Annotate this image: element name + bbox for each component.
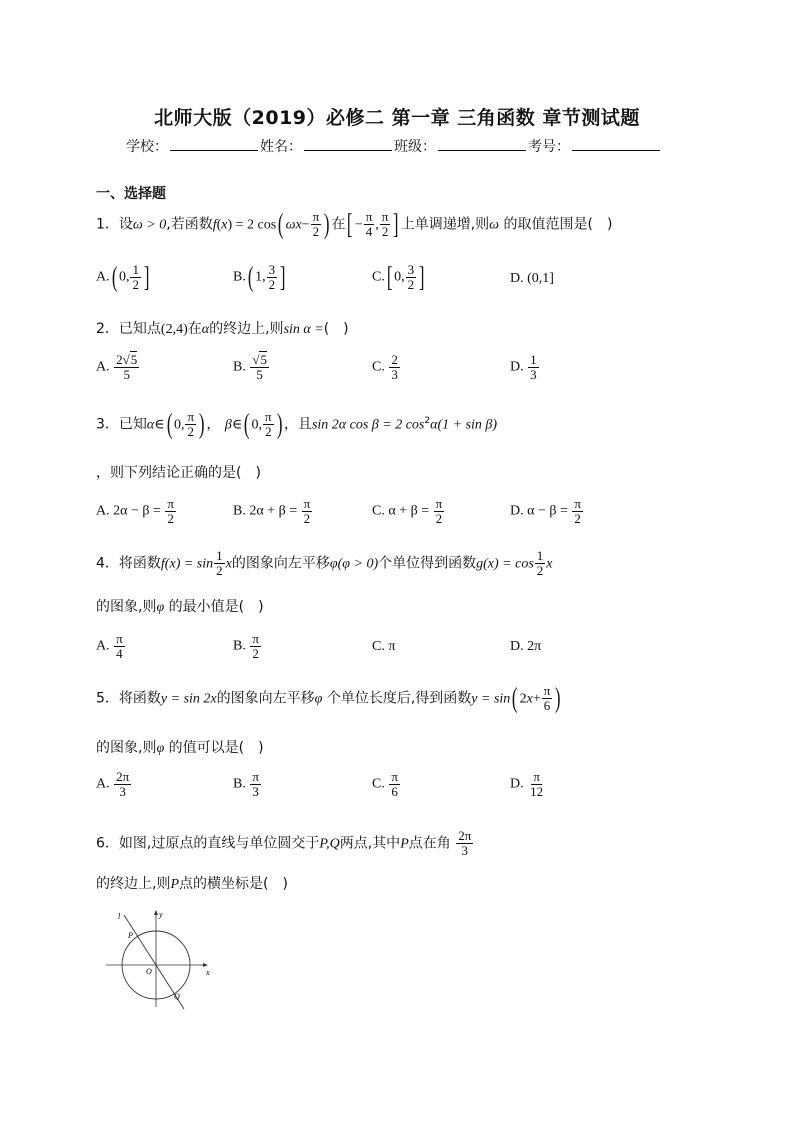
point-p-label: P (128, 931, 133, 940)
question-1 (96, 210, 612, 239)
q2-point: (2,4) (160, 322, 188, 337)
q3-option-d-label: D. α − β = (510, 503, 568, 519)
section-title: 一、选择题 (96, 186, 166, 202)
q1-text: 设 (118, 216, 133, 233)
q3-alpha: α (146, 417, 155, 433)
q5-y: y = sin 2x (160, 691, 217, 707)
q5-line2 (96, 737, 264, 757)
x-axis-label: x (206, 968, 210, 977)
q1-function: f (212, 217, 217, 233)
class-field[interactable] (438, 138, 526, 151)
q2-sin: sin α = (283, 322, 324, 337)
q3-paren: ( (244, 408, 250, 440)
q2-text: ( ) (323, 321, 349, 337)
point-q-label: Q (174, 992, 180, 1001)
q3-text: 已知 (118, 416, 147, 433)
q4-frac: $\frac{1}{2}$ (216, 548, 223, 578)
q4-text: 的图象向左平移 (231, 555, 330, 572)
q2-option-b[interactable]: B. $\frac{√5}{5}$ (233, 352, 267, 382)
q1-frac: $\frac{\pi}{2}$ (381, 209, 389, 239)
q3-text: ，且 (283, 416, 312, 433)
exam-no-label: 考号： (528, 139, 570, 155)
q5-y2: y = sin (471, 691, 511, 707)
q2-option-d-label: D. (510, 359, 524, 375)
q1-omega: ω (489, 217, 500, 233)
y-axis-arrow (154, 910, 158, 915)
q3-option-b-label: B. 2α + β = (233, 503, 298, 519)
q1-function: ωx (285, 217, 302, 233)
q5-option-c-label: C. (372, 776, 385, 792)
q5-option-b-label: B. (233, 776, 246, 792)
q5-number: 5． (96, 690, 119, 707)
q6-p: P (170, 877, 180, 892)
line-l-label: l (118, 912, 121, 921)
q2-number: 2． (96, 321, 119, 337)
q5-option-c[interactable]: C. $\frac{\pi}{6}$ (372, 769, 398, 799)
school-label: 学校： (126, 139, 168, 155)
q3-number: 3． (96, 416, 119, 433)
q4-text: 的最小值是( ) (168, 599, 264, 615)
q5-text: 个单位长度后,得到函数 (326, 690, 472, 707)
q5-arg: + (532, 691, 541, 707)
q4-phi: φ(φ > 0) (329, 556, 379, 572)
q4-frac: $\frac{1}{2}$ (536, 548, 544, 578)
q3-option-b[interactable]: B. 2α + β = $\frac{\pi}{2}$ (233, 496, 311, 526)
q3-exponent: 2 (424, 415, 431, 426)
question-3 (96, 410, 497, 439)
q5-option-b[interactable]: B. $\frac{\pi}{3}$ (233, 769, 259, 799)
q1-function: − (301, 217, 310, 233)
q1-option-d[interactable]: D. (0,1] (510, 271, 554, 286)
q2-option-a-label: A. (96, 359, 110, 375)
q2-option-c[interactable]: C. $\frac{2}{3}$ (372, 352, 398, 382)
name-label: 姓名： (260, 139, 302, 155)
q1-bracket: [ (347, 208, 353, 240)
q1-paren: ) (324, 208, 330, 240)
q3-option-a[interactable]: A. 2α − β = $\frac{\pi}{2}$ (96, 496, 174, 526)
question-6 (96, 829, 474, 858)
q1-option-b-label: B. (233, 269, 246, 285)
q4-x: x (225, 556, 232, 572)
q2-option-d[interactable]: D. $\frac{1}{3}$ (510, 352, 537, 382)
q4-x: x (546, 556, 553, 572)
q3-option-c[interactable]: C. α + β = $\frac{\pi}{2}$ (372, 496, 443, 526)
q6-text: 两点,其中 (339, 835, 401, 852)
q1-text: 的取值范围是( ) (503, 216, 613, 233)
q1-math-omega: ω > 0 (132, 217, 167, 233)
q5-option-d[interactable]: D. $\frac{\pi}{12}$ (510, 769, 544, 799)
q5-text: 将函数 (118, 690, 161, 707)
q2-text: 的终边上,则 (209, 321, 284, 337)
q3-in: ∈ (154, 417, 165, 433)
q1-option-a[interactable]: A.( 0, $\frac{1}{2}$ ] (96, 261, 150, 293)
page-title: 北师大版（2019）必修二 第一章 三角函数 章节测试题 (154, 107, 640, 129)
q4-option-d[interactable]: D. 2π (510, 639, 542, 654)
q3-option-a-label: A. 2α − β = (96, 503, 161, 519)
q1-paren: ( (278, 208, 284, 240)
q4-phi: φ (156, 600, 165, 615)
q1-number: 1． (96, 216, 119, 233)
q1-text: ,若函数 (166, 216, 213, 233)
q2-option-b-label: B. (233, 359, 246, 375)
q6-text: 如图,过原点的直线与单位圆交于 (118, 835, 320, 852)
student-info-line (126, 136, 662, 156)
q3-equation: α(1 + sin β) (430, 417, 498, 433)
q2-option-a[interactable]: A. $\frac{2√5}{5}$ (96, 352, 138, 382)
school-field[interactable] (170, 138, 258, 151)
class-label: 班级： (394, 139, 436, 155)
q4-f: f(x) = sin (160, 556, 214, 572)
q4-line2 (96, 596, 264, 616)
q1-frac: $\frac{\pi}{4}$ (365, 209, 373, 239)
q5-paren: ( (512, 682, 518, 714)
q1-function: ) = 2 cos (227, 217, 277, 233)
q5-option-d-label: D. (510, 776, 524, 792)
q5-arg: x (526, 691, 533, 707)
q6-line2 (96, 873, 288, 893)
q1-function: x (221, 217, 228, 233)
q3-zero: 0, (173, 417, 185, 433)
q2-text: 已知点 (118, 321, 161, 337)
q6-number: 6． (96, 835, 119, 852)
q1-text: 上单调递增,则 (400, 216, 490, 233)
q1-option-c[interactable]: C.[ 0, $\frac{3}{2}$ ] (372, 261, 425, 293)
q3-frac: $\frac{\pi}{2}$ (187, 409, 195, 439)
q2-text: 在 (187, 321, 202, 337)
q4-g: g(x) = cos (476, 556, 534, 572)
q6-p: P (400, 836, 409, 852)
q1-bracket: ] (393, 208, 399, 240)
q5-arg: 2 (519, 691, 527, 707)
q4-option-a-label: A. (96, 638, 110, 654)
q3-paren: ) (276, 408, 283, 440)
q3-paren: ) (198, 408, 205, 440)
q6-text: 点的横坐标是( ) (179, 876, 288, 892)
q4-option-b[interactable]: B. $\frac{\pi}{2}$ (233, 631, 259, 661)
q5-phi: φ (156, 741, 165, 756)
q3-line2: ，则下列结论正确的是( ) (96, 465, 261, 481)
q3-equation: sin 2α cos β = 2 cos (311, 417, 425, 433)
q5-text: 的值可以是( ) (168, 740, 264, 756)
q3-paren: ( (166, 408, 173, 440)
question-5 (96, 684, 563, 713)
question-2 (96, 318, 349, 338)
q4-text: 的图象,则 (96, 599, 157, 615)
q6-text: 点在角 (408, 835, 451, 852)
q5-option-a-label: A. (96, 776, 110, 792)
q5-option-a[interactable]: A. $\frac{2\pi}{3}$ (96, 769, 130, 799)
q4-option-c[interactable]: C. π (372, 639, 396, 654)
q5-text: 的图象,则 (96, 740, 157, 756)
name-field[interactable] (304, 138, 392, 151)
y-axis-label: y (159, 910, 163, 919)
q5-text: 的图象向左平移 (216, 690, 315, 707)
q5-paren: ) (555, 682, 561, 714)
q1-frac: $\frac{\pi}{2}$ (312, 209, 320, 239)
q4-option-b-label: B. (233, 638, 246, 654)
q1-option-b[interactable]: B.( 1, $\frac{3}{2}$ ] (233, 261, 286, 293)
unit-circle-figure (104, 905, 216, 1011)
q3-text: ， (206, 416, 221, 433)
q1-interval: − (354, 217, 363, 233)
q4-option-a[interactable]: A. $\frac{\pi}{4}$ (96, 631, 123, 661)
exam-no-field[interactable] (572, 138, 660, 151)
q2-alpha: α (201, 322, 210, 337)
origin-label: O (146, 967, 152, 976)
q3-beta: β (224, 417, 232, 433)
q4-number: 4． (96, 555, 119, 572)
q6-text: 的终边上,则 (96, 876, 171, 892)
q3-frac: $\frac{\pi}{2}$ (265, 409, 272, 439)
q1-function: ( (216, 217, 222, 233)
q5-frac: $\frac{\pi}{6}$ (543, 683, 551, 713)
q1-option-c-label: C. (372, 269, 385, 285)
q6-pq: P,Q (319, 836, 340, 852)
q6-frac: $\frac{2\pi}{3}$ (458, 828, 472, 858)
q5-phi: φ (314, 691, 323, 707)
q3-option-d[interactable]: D. α − β = $\frac{\pi}{2}$ (510, 496, 581, 526)
q1-text: 在 (331, 216, 346, 233)
q3-zero: 0, (251, 417, 263, 433)
q1-interval: , (375, 217, 379, 233)
x-axis-arrow (203, 963, 208, 967)
q3-in: ∈ (231, 417, 243, 433)
q1-option-a-label: A. (96, 269, 110, 285)
q4-text: 个单位得到函数 (378, 555, 477, 572)
question-4 (96, 549, 553, 578)
q2-option-c-label: C. (372, 359, 385, 375)
q4-text: 将函数 (118, 555, 161, 572)
q3-option-c-label: C. α + β = (372, 503, 430, 519)
